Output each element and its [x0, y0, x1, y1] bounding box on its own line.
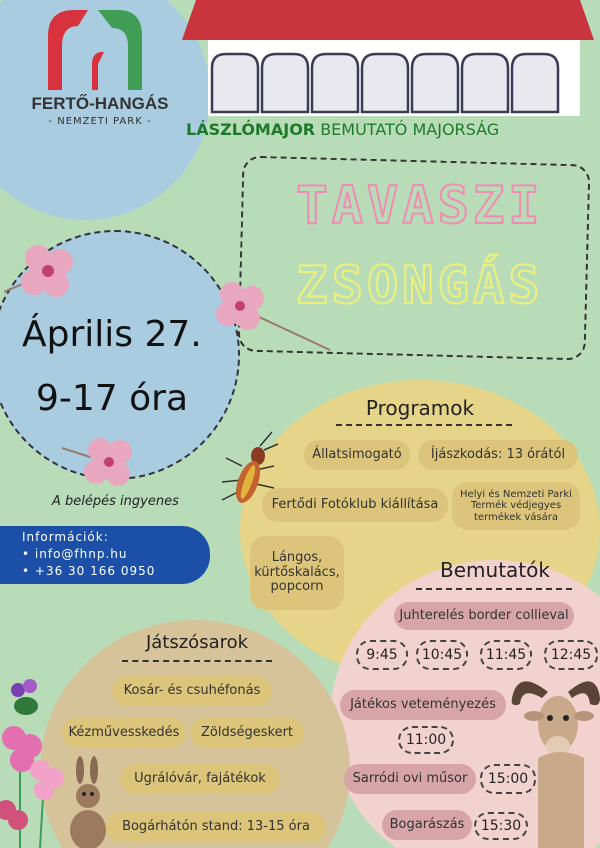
flower-icon	[62, 428, 152, 498]
flower-icon	[4, 236, 94, 316]
info-heading: Információk:	[22, 530, 109, 544]
demos-rule	[416, 588, 572, 590]
demo-time: 9:45	[356, 640, 408, 670]
info-email-row: • info@fhnp.hu	[22, 547, 128, 561]
event-date: Április 27.	[22, 314, 202, 355]
play-item: Ugrálóvár, fajátékok	[120, 764, 280, 794]
play-item: Bogárhátón stand: 13-15 óra	[106, 812, 326, 842]
title-line1: TAVASZI	[296, 176, 544, 236]
play-heading: Játszósarok	[145, 632, 249, 653]
play-rule	[122, 660, 272, 662]
demo-time: 10:45	[416, 640, 468, 670]
venue-name-bold: LÁSZLÓMAJOR	[186, 120, 316, 139]
logo-mark-icon	[38, 6, 148, 92]
play-item: Zöldségeskert	[190, 718, 304, 748]
info-phone-row: • +36 30 166 0950	[22, 564, 156, 578]
entry-note: A belépés ingyenes	[52, 494, 179, 509]
info-email[interactable]: info@fhnp.hu	[34, 547, 128, 561]
play-item: Kosár- és csuhéfonás	[112, 676, 272, 706]
event-time: 9-17 óra	[36, 378, 189, 419]
venue-name	[186, 120, 586, 139]
venue-name-rest: BEMUTATÓ MAJORSÁG	[315, 120, 500, 139]
program-item: Lángos, kürtőskalács, popcorn	[250, 536, 344, 610]
info-box	[0, 526, 210, 584]
demos-heading: Bemutatók	[440, 558, 550, 582]
programs-heading: Programok	[365, 396, 475, 420]
demo-time: 15:30	[474, 812, 528, 840]
programs-rule	[336, 424, 512, 426]
program-item: Állatsimogató	[304, 440, 410, 470]
logo-name: FERTŐ-HANGÁS	[31, 94, 169, 113]
rabbit-icon	[64, 756, 114, 848]
demo-item-garden: Játékos veteményezés	[340, 690, 506, 720]
demo-time: 11:45	[480, 640, 532, 670]
demo-time: 15:00	[480, 764, 536, 794]
info-phone[interactable]: +36 30 166 0950	[34, 564, 156, 578]
demo-item-kindergarten: Sarródi ovi műsor	[344, 764, 476, 794]
program-item: Íjászkodás: 13 órától	[418, 440, 578, 470]
play-item: Kézművesskedés	[62, 718, 186, 748]
goat-icon	[508, 668, 600, 848]
demo-item-herding: Juhterelés border collieval	[394, 602, 574, 630]
demo-time: 12:45	[544, 640, 598, 670]
farm-building-icon	[182, 0, 594, 116]
demo-time: 11:00	[398, 726, 454, 754]
demo-item-bugs: Bogarászás	[382, 810, 472, 840]
program-item: Fertődi Fotóklub kiállítása	[262, 488, 448, 522]
program-item: Helyi és Nemzeti Parki Termék védjegyes termékek vására	[452, 482, 580, 530]
logo-subtitle: - NEMZETI PARK -	[48, 116, 152, 127]
title-line2: ZSONGÁS	[296, 256, 544, 316]
